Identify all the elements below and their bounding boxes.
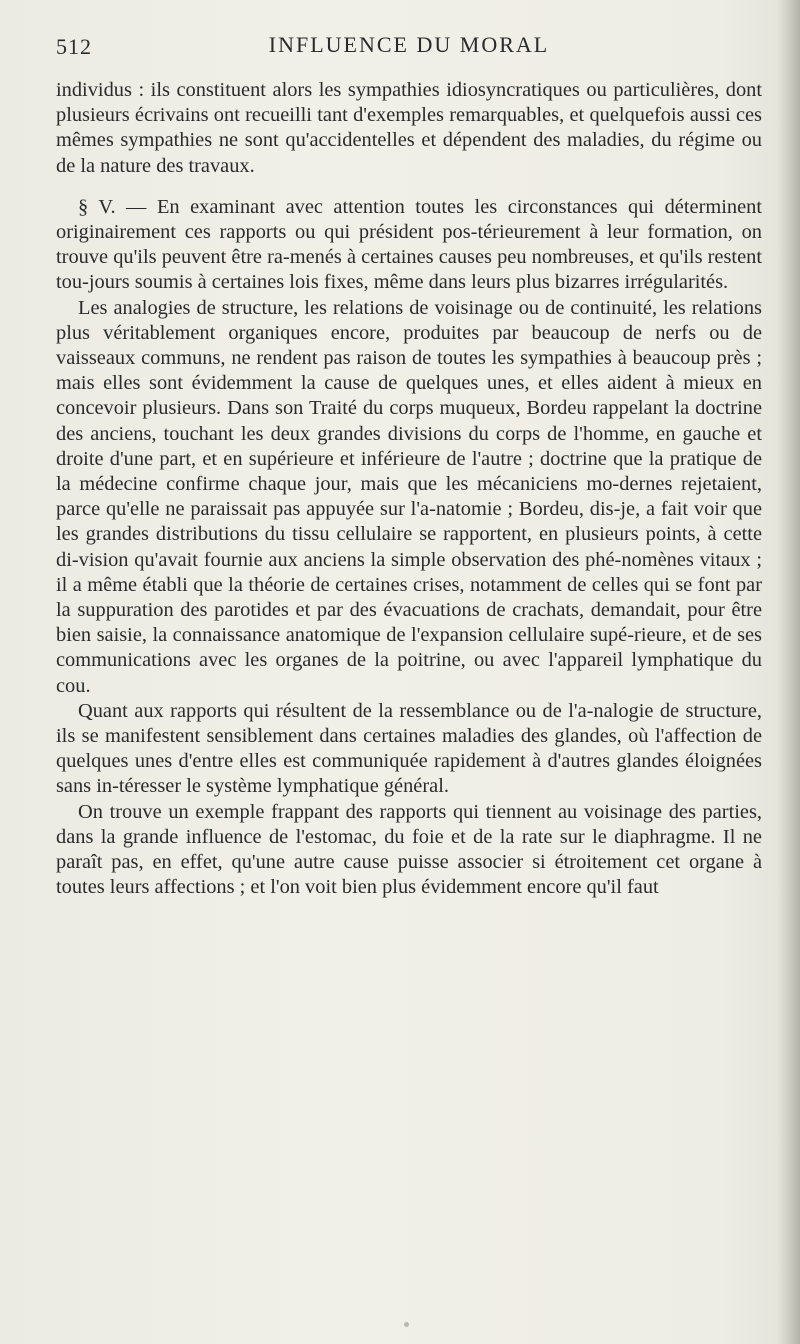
page-header <box>56 28 762 62</box>
running-head: INFLUENCE DU MORAL <box>268 32 550 57</box>
paragraph-ressemblance: Quant aux rapports qui résultent de la ressemblance ou de l'a-nalogie de structure, ils se manifestent sensiblement dans certaines maladies des glandes, où l'affection de quelques unes d'entre elles est communiquée rapidement à d'autres glandes éloignées sans in-téresser le système lymphatique général. <box>56 699 762 798</box>
paragraph-continuation: individus : ils constituent alors les sympathies idiosyncratiques ou particulières, dont plusieurs écrivains ont recueilli tant d'exemples remarquables, et quelquefois aussi ces mêmes sympathies ne sont qu'accidentelles et dépendent des maladies, du régime ou de la nature des travaux. <box>56 79 762 177</box>
page-number: 512 <box>56 34 92 59</box>
page-edge-shadow <box>778 0 800 1344</box>
paragraph-analogies: Les analogies de structure, les relations de voisinage ou de continuité, les relations plus véritablement organiques encore, produites par beaucoup de nerfs ou de vaisseaux communs, ne rendent pas raison de toutes les sympathies à beaucoup près ; mais elles sont évidemment la cause de quelques unes, et elles aident à mieux en concevoir plusieurs. Dans son Traité du corps muqueux, Bordeu rappelant la doctrine des anciens, touchant les deux grandes divisions du corps de l'homme, en gauche et droite d'une part, et en supérieure et inférieure de l'autre ; doctrine que la pratique de la médecine confirme chaque jour, mais que les mécaniciens mo-dernes rejetaient, parce qu'elle ne paraissait pas appuyée sur l'a-natomie ; Bordeu, dis-je, a fait voir que les grandes distributions du tissu cellulaire se rapportent, en plusieurs points, à cette di-vision qu'avait fournie aux anciens la simple observation des phé-nomènes vitaux ; il a même établi que la théorie de certaines crises, notamment de celles qui se font par la suppuration des parotides et par des évacuations de crachats, demandait, pour être bien saisie, la connaissance anatomique de l'expansion cellulaire supé-rieure, et de ses communications avec les organes de la poitrine, ou avec l'appareil lymphatique du cou. <box>56 296 762 697</box>
paper-speck <box>404 1322 409 1327</box>
paragraph-section-v: § V. — En examinant avec attention toutes les circonstances qui déterminent originairement ces rapports ou qui président pos-térieurement à leur formation, on trouve qu'ils peuvent être ra-menés à certaines causes peu nombreuses, et qu'ils restent tou-jours soumis à certaines lois fixes, même dans leurs plus bizarres irrégularités. <box>56 195 762 294</box>
paragraph-voisinage: On trouve un exemple frappant des rapports qui tiennent au voisinage des parties, dans la grande influence de l'estomac, du foie et de la rate sur le diaphragme. Il ne paraît pas, en effet, qu'une autre cause puisse associer si étroitement cet organe à toutes leurs affections ; et l'on voit bien plus évidemment encore qu'il faut <box>56 800 762 899</box>
body-text <box>56 78 762 901</box>
